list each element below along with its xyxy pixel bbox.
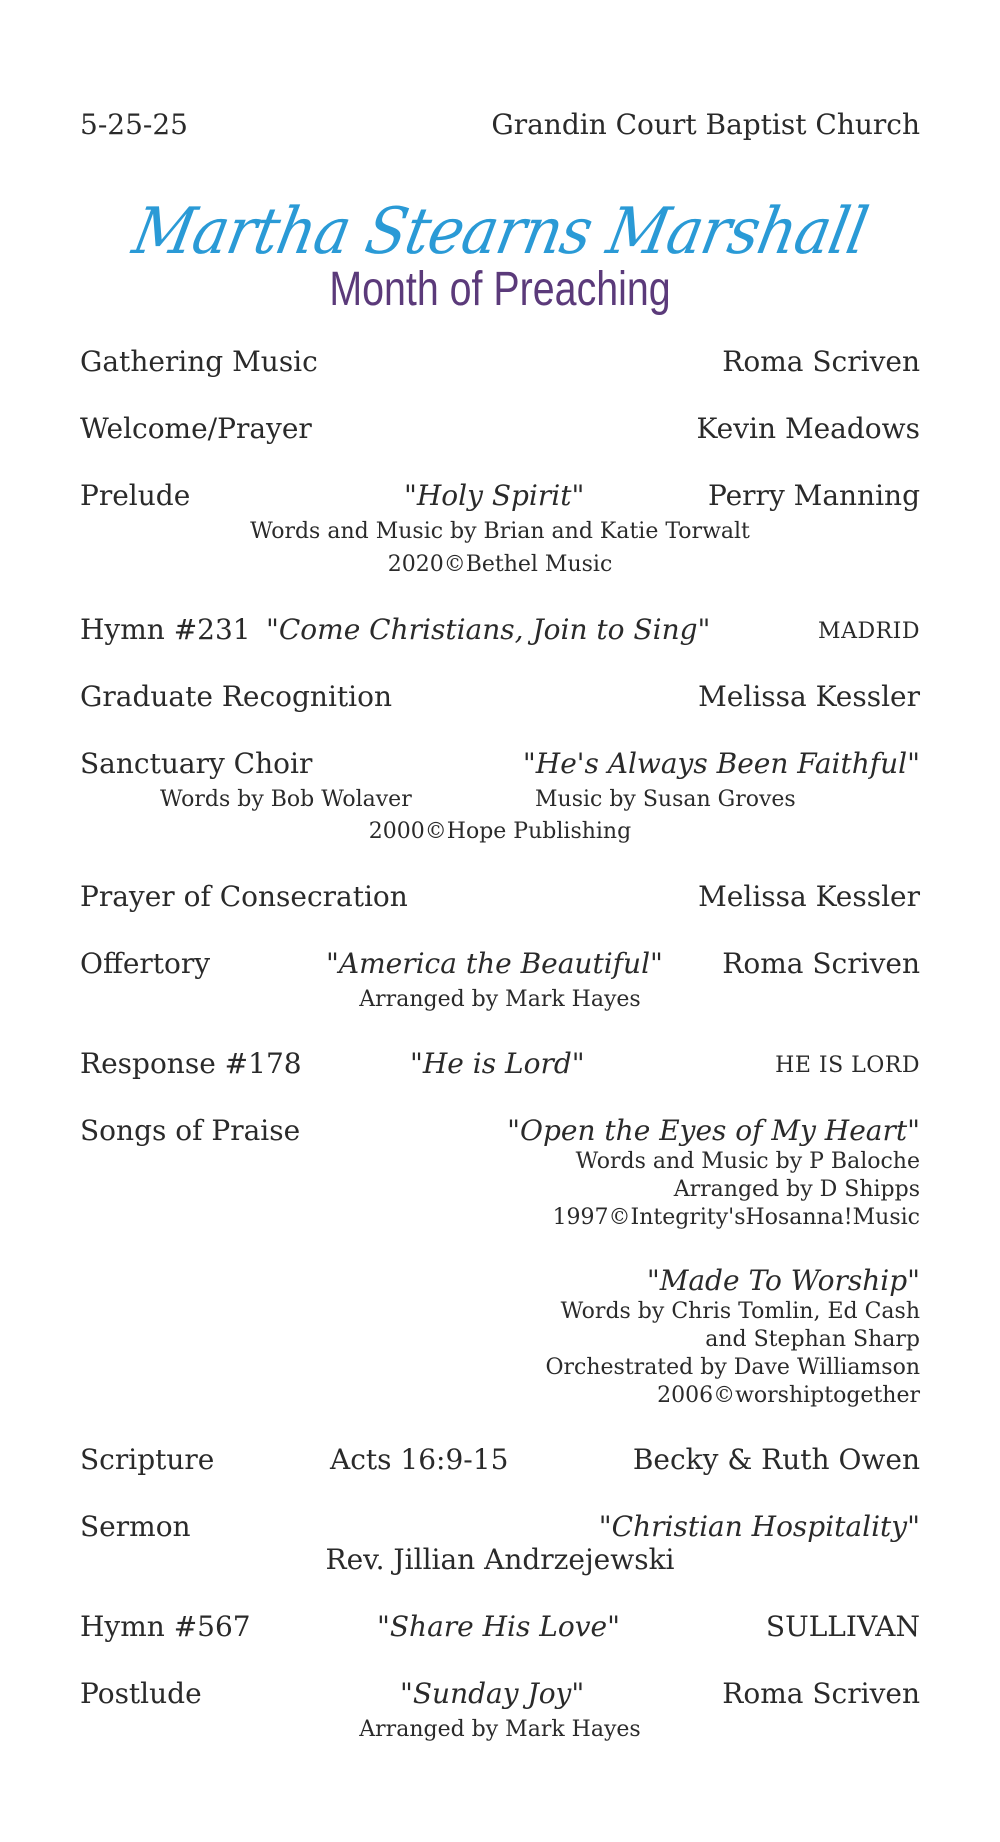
consecration-label: Prayer of Consecration: [80, 880, 408, 913]
prelude-copyright: 2020©Bethel Music: [387, 552, 613, 577]
welcome-label: Welcome/Prayer: [80, 412, 312, 445]
gathering-person: Roma Scriven: [722, 345, 920, 378]
bulletin-date: 5-25-25: [80, 108, 188, 141]
graduate-person: Melissa Kessler: [698, 680, 920, 713]
praise-song2-copyright: 2006©worshiptogether: [657, 1383, 920, 1408]
consecration-person: Melissa Kessler: [698, 880, 920, 913]
response-tune: HE IS LORD: [775, 1053, 920, 1078]
choir-copyright: 2000©Hope Publishing: [368, 819, 632, 844]
praise-song1-arranger: Arranged by D Shipps: [673, 1177, 920, 1202]
prelude-credit: Words and Music by Brian and Katie Torwalt: [250, 519, 750, 544]
praise-song1-credit: Words and Music by P Baloche: [575, 1149, 920, 1174]
gathering-label: Gathering Music: [80, 345, 318, 378]
choir-music: Music by Susan Groves: [535, 787, 796, 812]
church-name: Grandin Court Baptist Church: [491, 108, 920, 141]
praise-song1-title: "Open the Eyes of My Heart": [507, 1114, 920, 1147]
scripture-readers: Becky & Ruth Owen: [632, 1443, 920, 1476]
welcome-person: Kevin Meadows: [696, 412, 920, 445]
praise-song2-credit-cont: and Stephan Sharp: [705, 1327, 920, 1352]
prelude-person: Perry Manning: [708, 479, 920, 512]
choir-title: "He's Always Been Faithful": [522, 747, 920, 780]
hymn1-label: Hymn #231: [80, 613, 251, 646]
praise-song2-credit: Words by Chris Tomlin, Ed Cash: [560, 1299, 920, 1324]
title-script: Martha Stearns Marshall: [127, 195, 873, 269]
response-label: Response #178: [80, 1047, 302, 1080]
choir-words: Words by Bob Wolaver: [160, 787, 412, 812]
offertory-person: Roma Scriven: [722, 947, 920, 980]
scripture-label: Scripture: [80, 1443, 215, 1476]
hymn2-label: Hymn #567: [80, 1610, 251, 1643]
offertory-credit: Arranged by Mark Hayes: [359, 987, 641, 1012]
praise-label: Songs of Praise: [80, 1114, 301, 1147]
praise-song2-orchestrator: Orchestrated by Dave Williamson: [545, 1355, 920, 1380]
graduate-label: Graduate Recognition: [80, 680, 393, 713]
postlude-label: Postlude: [80, 1677, 202, 1710]
hymn1-title: "Come Christians, Join to Sing": [266, 613, 711, 646]
response-title: "He is Lord": [410, 1047, 585, 1080]
offertory-label: Offertory: [80, 947, 211, 980]
title-sub: Month of Preaching: [329, 263, 671, 316]
title-sub-block: [0, 262, 1000, 317]
hymn2-title: "Share His Love": [377, 1610, 621, 1643]
hymn2-tune: SULLIVAN: [765, 1610, 920, 1643]
postlude-title: "Sunday Joy": [400, 1677, 585, 1710]
prelude-title: "Holy Spirit": [404, 479, 585, 512]
sermon-preacher: Rev. Jillian Andrzejewski: [325, 1543, 675, 1576]
offertory-title: "America the Beautiful": [326, 947, 663, 980]
postlude-person: Roma Scriven: [722, 1677, 920, 1710]
choir-label: Sanctuary Choir: [80, 747, 313, 780]
hymn1-tune: MADRID: [818, 619, 920, 644]
praise-song1-copyright: 1997©Integrity'sHosanna!Music: [552, 1205, 920, 1230]
title-script-block: [0, 195, 1000, 269]
sermon-label: Sermon: [80, 1510, 191, 1543]
praise-song2-title: "Made To Worship": [646, 1264, 920, 1297]
sermon-title: "Christian Hospitality": [598, 1510, 920, 1543]
scripture-reference: Acts 16:9-15: [330, 1443, 509, 1476]
prelude-label: Prelude: [80, 479, 191, 512]
postlude-credit: Arranged by Mark Hayes: [359, 1717, 641, 1742]
